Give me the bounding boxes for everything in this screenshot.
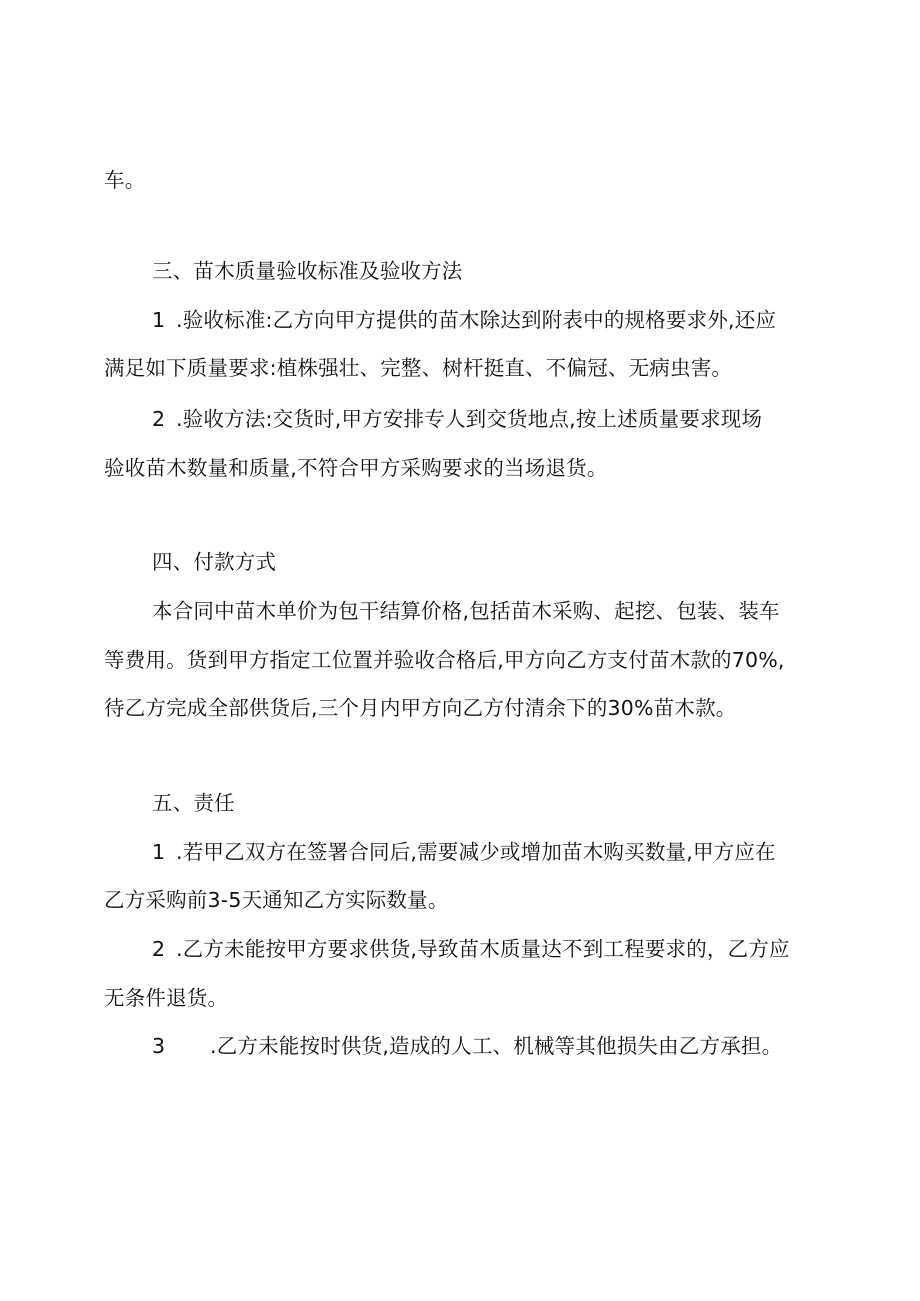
section-4-para-line-3: 待乙方完成全部供货后,三个月内甲方向乙方付清余下的30%苗木款。: [104, 696, 737, 720]
section-5-item-1-line-2: 乙方采购前3-5天通知乙方实际数量。: [104, 888, 449, 912]
item-text: .乙方未能按时供货,造成的人工、机械等其他损失由乙方承担。: [210, 1034, 783, 1058]
section-4-para-line-1: 本合同中苗木单价为包干结算价格,包括苗木采购、起挖、包装、装车: [152, 599, 780, 623]
item-text: .验收方法:交货时,甲方安排专人到交货地点,按上述质量要求现场: [176, 407, 763, 431]
section-5-item-3-line-1: [152, 1032, 782, 1060]
section-5-item-2-line-2: 无条件退货。: [104, 986, 229, 1010]
section-3-heading: 三、苗木质量验收标准及验收方法: [152, 259, 463, 283]
item-number: 1: [152, 840, 166, 864]
section-5-item-1-line-1: [152, 838, 776, 866]
section-3-item-2-line-2: 验收苗木数量和质量,不符合甲方采购要求的当场退货。: [104, 456, 608, 480]
item-number: 2: [152, 407, 166, 431]
item-text: .若甲乙双方在签署合同后,需要减少或增加苗木购买数量,甲方应在: [176, 840, 776, 864]
section-3-item-1-line-2: 满足如下质量要求:植株强壮、完整、树杆挺直、不偏冠、无病虫害。: [104, 356, 733, 380]
item-text: .乙方未能按甲方要求供货,导致苗木质量达不到工程要求的，乙方应: [176, 937, 790, 961]
section-3-item-2-line-1: [152, 405, 762, 433]
section-3-item-1-line-1: [152, 306, 776, 334]
item-text: .验收标准:乙方向甲方提供的苗木除达到附表中的规格要求外,还应: [176, 308, 777, 332]
item-number: 2: [152, 937, 166, 961]
section-5-item-2-line-1: [152, 935, 790, 963]
item-number: 3: [152, 1034, 166, 1058]
section-5-heading: 五、责任: [152, 791, 235, 815]
section-4-heading: 四、付款方式: [152, 550, 277, 574]
item-number: 1: [152, 308, 166, 332]
section-4-para-line-2: 等费用。货到甲方指定工位置并验收合格后,甲方向乙方支付苗木款的70%,: [104, 648, 785, 672]
fragment-line: 车。: [104, 168, 146, 192]
